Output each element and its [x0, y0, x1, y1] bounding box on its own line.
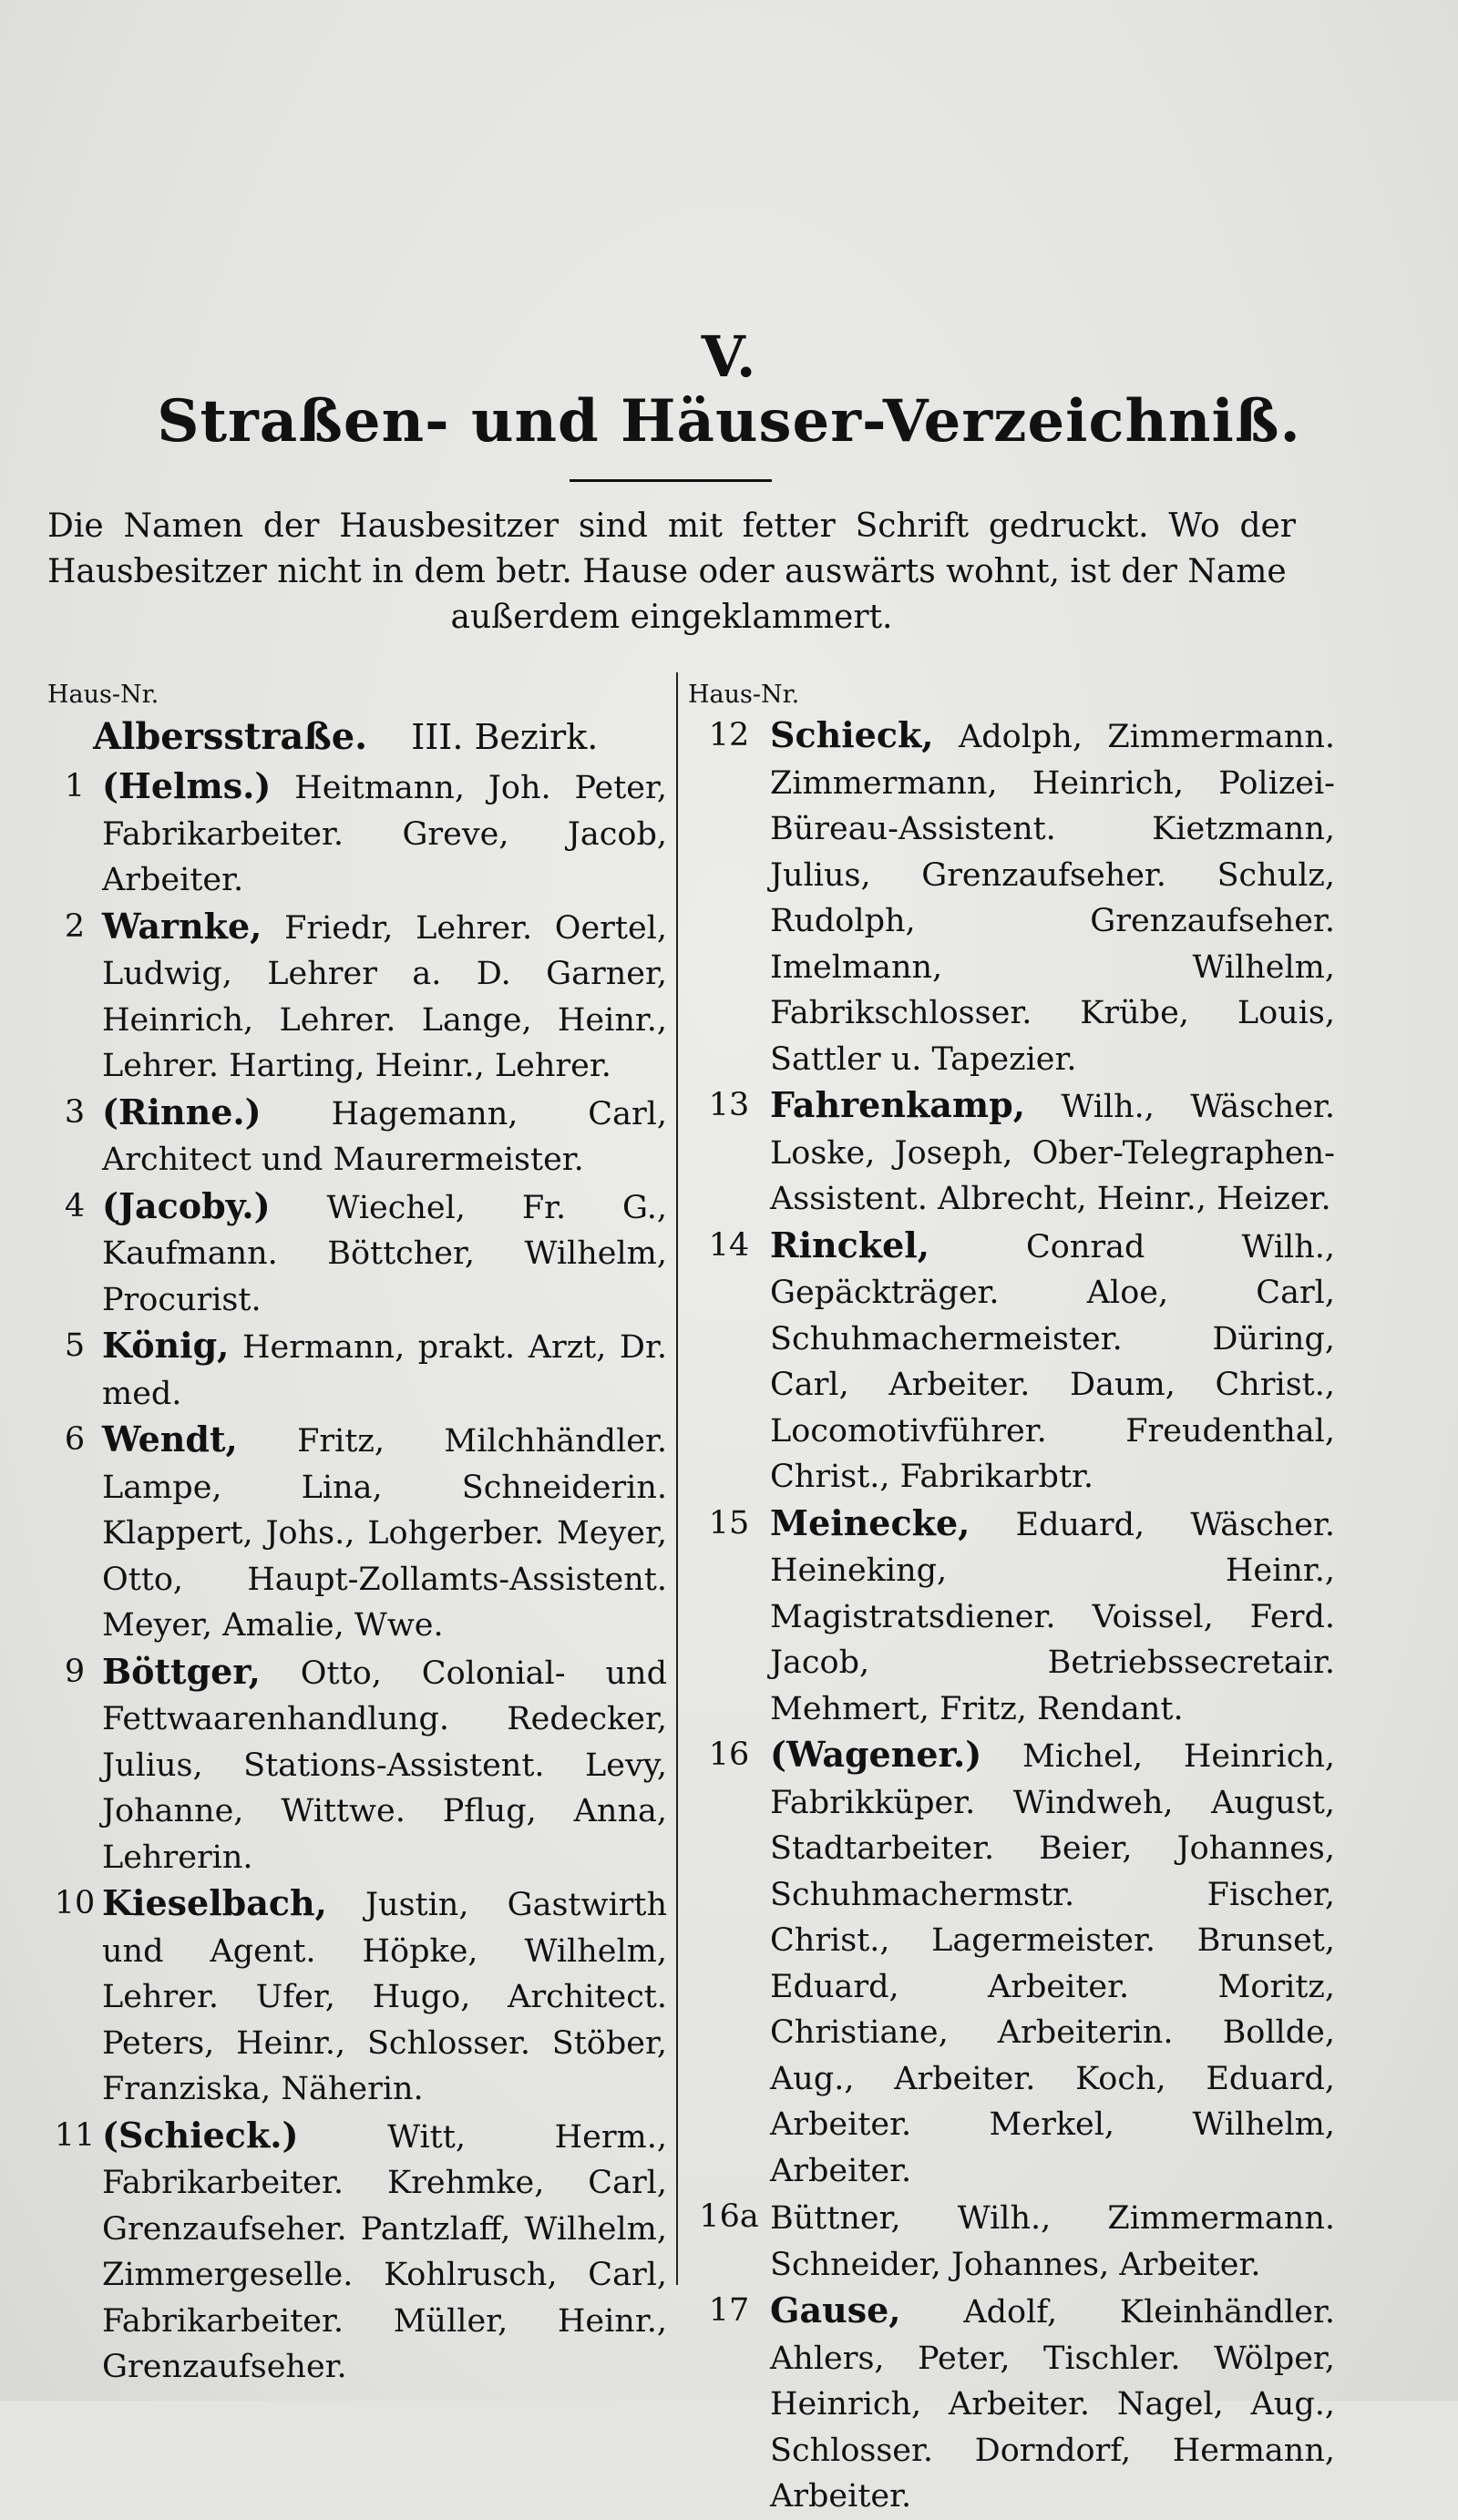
resident-list: Friedr, Lehrer. Oertel, Ludwig, Lehrer a. D. Garner, Heinrich, Lehrer. Lange, Heinr., Lehrer. Harting, Heinr., Lehrer.: [102, 909, 667, 1084]
house-number: 2: [64, 907, 86, 945]
house-owner: König,: [102, 1325, 230, 1366]
house-residents: [770, 1223, 1335, 1501]
house-owner: Gause,: [770, 2290, 901, 2330]
house-number: 3: [64, 1093, 86, 1131]
house-number: 11: [54, 2116, 96, 2154]
house-entry: [47, 1880, 667, 2113]
resident-list: Hermann, prakt. Arzt, Dr. med.: [102, 1329, 667, 1412]
house-residents: [770, 1732, 1335, 2194]
house-entry: [688, 1501, 1335, 1733]
house-entry: [688, 1082, 1335, 1223]
page-title: Straßen- und Häuser-Verzeichniß.: [157, 387, 1301, 456]
house-residents: [102, 763, 667, 904]
resident-list: Eduard, Wäscher. Heineking, Heinr., Magistratsdiener. Voissel, Ferd. Jacob, Betriebssecretair. Mehmert, Fritz, Rendant.: [770, 1506, 1335, 1727]
house-owner: Fahrenkamp,: [770, 1084, 1025, 1125]
house-owner: (Jacoby.): [102, 1184, 271, 1226]
resident-list: Wilh., Wäscher. Loske, Joseph, Ober-Telegraphen-Assistent. Albrecht, Heinr., Heizer.: [770, 1089, 1335, 1217]
house-number: 14: [708, 1226, 750, 1264]
resident-list: Wiechel, Fr. G., Kaufmann. Böttcher, Wilhelm, Procurist.: [102, 1189, 667, 1318]
house-residents: [770, 2288, 1335, 2520]
intro-paragraph: [47, 504, 1296, 640]
house-residents: [770, 1082, 1335, 1223]
resident-list: Michel, Heinrich, Fabrikküper. Windweh, August, Stadtarbeiter. Beier, Johannes, Schuhmachermstr. Fischer, Christ., Lagermeister. Brunset, Eduard, Arbeiter. Moritz, Christiane, Arbeiterin. Bollde, Aug., Arbeiter. Koch, Eduard, Arbeiter. Merkel, Wilhelm, Arbeiter.: [770, 1738, 1335, 2189]
house-number: 17: [708, 2292, 750, 2329]
house-number: 16: [708, 1736, 750, 1773]
haus-nr-label: Haus-Nr.: [688, 681, 800, 709]
house-owner: (Schieck.): [102, 2114, 299, 2156]
column-divider: [676, 672, 678, 2285]
house-owner: Rinckel,: [770, 1224, 929, 1265]
haus-nr-label: Haus-Nr.: [47, 681, 159, 709]
house-number: 4: [64, 1187, 86, 1224]
house-owner: (Rinne.): [102, 1091, 262, 1132]
resident-list: Fritz, Milchhändler. Lampe, Lina, Schneiderin. Klappert, Johs., Lohgerber. Meyer, Otto, Haupt-Zollamts-Assistent. Meyer, Amalie, Wwe.: [102, 1423, 667, 1644]
house-entry: [47, 2113, 667, 2391]
house-entry: [47, 763, 667, 904]
intro-text-last: außerdem eingeklammert.: [450, 599, 893, 636]
street-heading: [47, 712, 667, 763]
house-residents: [770, 1501, 1335, 1733]
resident-list: Adolph, Zimmermann. Zimmermann, Heinrich, Polizei-Büreau-Assistent. Kietzmann, Julius, Grenzaufseher. Schulz, Rudolph, Grenzaufseher. Imelmann, Wilhelm, Fabrikschlosser. Krübe, Louis, Sattler u. Tapezier.: [770, 719, 1335, 1078]
house-entry: [688, 2194, 1335, 2288]
resident-list: Otto, Colonial- und Fettwaarenhandlung. Redecker, Julius, Stations-Assistent. Levy, Johanne, Wittwe. Pflug, Anna, Lehrerin.: [102, 1654, 667, 1876]
house-entry: [47, 1649, 667, 1881]
house-owner: Warnke,: [102, 905, 262, 947]
house-owner: Meinecke,: [770, 1501, 970, 1543]
house-number: 9: [64, 1653, 86, 1690]
house-owner: Kieselbach,: [102, 1882, 327, 1923]
resident-list: Witt, Herm., Fabrikarbeiter. Krehmke, Carl, Grenzaufseher. Pantzlaff, Wilhelm, Zimmergeselle. Kohlrusch, Carl, Fabrikarbeiter. Müller, Heinr., Grenzaufseher.: [102, 2118, 667, 2385]
house-owner: (Wagener.): [770, 1734, 982, 1775]
house-entry: [47, 1090, 667, 1183]
house-number: 6: [64, 1421, 86, 1458]
house-owner: Wendt,: [102, 1419, 238, 1460]
house-entry: [47, 1323, 667, 1417]
right-entries: [688, 712, 1335, 2520]
resident-list: Büttner, Wilh., Zimmermann. Schneider, Johannes, Arbeiter.: [770, 2200, 1335, 2283]
house-owner: Schieck,: [770, 714, 934, 755]
resident-list: Adolf, Kleinhändler. Ahlers, Peter, Tischler. Wölper, Heinrich, Arbeiter. Nagel, Aug., Schlosser. Dorndorf, Hermann, Arbeiter.: [770, 2294, 1335, 2515]
house-number: 5: [64, 1327, 86, 1364]
house-entry: [47, 1183, 667, 1324]
house-number: 1: [64, 768, 86, 804]
chapter-number: V.: [701, 323, 757, 390]
house-owner: (Helms.): [102, 765, 272, 806]
resident-list: Heitmann, Joh. Peter, Fabrikarbeiter. Greve, Jacob, Arbeiter.: [102, 770, 667, 898]
left-entries: [47, 763, 667, 2391]
resident-list: Conrad Wilh., Gepäckträger. Aloe, Carl, Schuhmachermeister. Düring, Carl, Arbeiter. Daum, Christ., Locomotivführer. Freudenthal, Christ., Fabrikarbtr.: [770, 1228, 1335, 1495]
house-residents: [102, 1649, 667, 1881]
street-name: Albersstraße.: [93, 715, 368, 758]
house-number: 13: [708, 1087, 750, 1123]
house-entry: [47, 1417, 667, 1649]
house-residents: [102, 1880, 667, 2113]
intro-text: Die Namen der Hausbesitzer sind mit fetter Schrift gedruckt. Wo der Hausbesitzer nicht in dem betr. Hause oder auswärts wohnt, ist der Name: [47, 507, 1296, 590]
house-residents: [102, 1323, 667, 1417]
house-number: 15: [708, 1504, 750, 1542]
house-number: 16a: [699, 2198, 759, 2235]
resident-list: Hagemann, Carl, Architect und Maurermeister.: [102, 1095, 667, 1178]
house-residents: [102, 2113, 667, 2391]
house-entry: [688, 2288, 1335, 2520]
house-residents: [102, 1183, 667, 1324]
house-residents: [102, 904, 667, 1090]
house-residents: [770, 2194, 1335, 2288]
house-number: 12: [708, 717, 750, 753]
house-owner: Böttger,: [102, 1650, 261, 1692]
street-district: III. Bezirk.: [411, 717, 599, 757]
house-entry: [47, 904, 667, 1090]
house-entry: [688, 1732, 1335, 2194]
house-residents: [102, 1417, 667, 1649]
left-column: [47, 678, 667, 2391]
title-rule: [570, 479, 772, 482]
house-entry: [688, 1223, 1335, 1501]
house-number: 10: [54, 1885, 96, 1921]
house-entry: [688, 712, 1335, 1082]
house-residents: [102, 1090, 667, 1183]
resident-list: Justin, Gastwirth und Agent. Höpke, Wilhelm, Lehrer. Ufer, Hugo, Architect. Peters, Heinr., Schlosser. Stöber, Franziska, Näherin.: [102, 1887, 667, 2107]
house-residents: [770, 712, 1335, 1082]
right-column: [688, 678, 1335, 2520]
